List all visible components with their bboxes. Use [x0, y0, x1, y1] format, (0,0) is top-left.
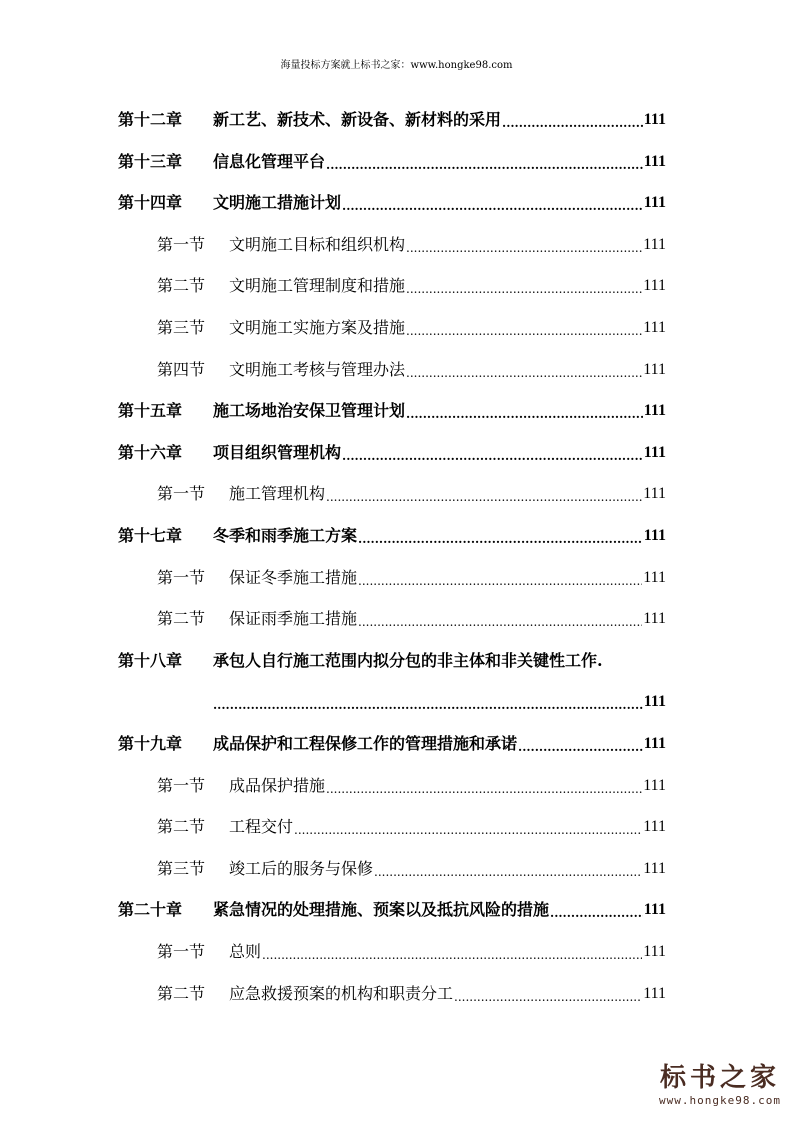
brand-logo [650, 1062, 790, 1120]
toc-leader-dots [358, 526, 643, 546]
toc-leader-dots [406, 235, 642, 255]
toc-title: 文明施工管理制度和措施 [229, 276, 406, 295]
toc-leader-dots [502, 110, 643, 130]
toc-title: 竣工后的服务与保修 [229, 859, 374, 878]
toc-page-number: 111 [643, 485, 666, 502]
toc-leader-dots [518, 734, 643, 754]
toc-title: 工程交付 [229, 817, 294, 836]
toc-row [118, 395, 666, 421]
toc-page-number: 111 [643, 735, 666, 752]
toc-leader-dots [358, 609, 642, 629]
toc-leader-dots [342, 443, 643, 463]
toc-number: 第十四章 [118, 193, 183, 212]
toc-leader-dots [213, 692, 644, 712]
toc-number: 第二节 [157, 276, 206, 295]
toc-page-number: 111 [643, 236, 666, 253]
toc-leader-dots [294, 817, 642, 837]
toc-number: 第三节 [157, 859, 206, 878]
toc-page-number: 111 [643, 777, 666, 794]
toc-title: 施工管理机构 [229, 484, 326, 503]
toc-title: 紧急情况的处理措施、预案以及抵抗风险的措施 [213, 900, 550, 919]
toc-page-number: 111 [643, 402, 666, 419]
toc-leader-dots [326, 776, 642, 796]
toc-title: 保证雨季施工措施 [229, 609, 358, 628]
toc-page-number: 111 [643, 818, 666, 835]
toc-leader-dots [550, 900, 643, 920]
toc-leader-dots [406, 318, 642, 338]
toc-row [157, 270, 666, 296]
toc-page-number: 111 [643, 527, 666, 544]
toc-row [157, 811, 666, 837]
toc-page-number: 111 [643, 610, 666, 627]
logo-brand-text: 标书之家 [659, 1063, 780, 1093]
toc-row [157, 229, 666, 255]
toc-title: 成品保护和工程保修工作的管理措施和承诺 [213, 734, 518, 753]
toc-page-number: 111 [643, 985, 666, 1002]
toc-page-number: 111 [643, 361, 666, 378]
toc-leader-dots [374, 859, 642, 879]
toc-page-number: 111 [643, 901, 666, 918]
toc-leader-dots [406, 401, 643, 421]
toc-title: 新工艺、新技术、新设备、新材料的采用 [213, 110, 502, 129]
toc-title: 冬季和雨季施工方案 [213, 526, 358, 545]
toc-leader-dots [342, 193, 643, 213]
toc-row [157, 562, 666, 588]
toc-page-number: 111 [643, 319, 666, 336]
toc-leader-dots [406, 276, 642, 296]
toc-row [118, 187, 666, 213]
toc-row [157, 853, 666, 879]
toc-number: 第十八章 [118, 651, 183, 670]
toc-row [118, 104, 666, 130]
toc-number: 第一节 [157, 484, 206, 503]
toc-title: 文明施工目标和组织机构 [229, 235, 406, 254]
toc-page-number: 111 [643, 111, 666, 128]
toc-page-number: 111 [643, 277, 666, 294]
toc-title: 成品保护措施 [229, 776, 326, 795]
toc-title: 项目组织管理机构 [213, 443, 342, 462]
toc-number: 第十六章 [118, 443, 183, 462]
toc-row [118, 645, 666, 671]
toc-number: 第四节 [157, 360, 206, 379]
toc-page-number: 111 [643, 860, 666, 877]
toc-row [157, 354, 666, 380]
toc-number: 第十九章 [118, 734, 183, 753]
toc-number: 第一节 [157, 568, 206, 587]
toc-page-number: 111 [643, 569, 666, 586]
toc-number: 第二十章 [118, 900, 183, 919]
toc-number: 第十七章 [118, 526, 183, 545]
toc-row [157, 603, 666, 629]
toc-page-number: 111 [643, 153, 666, 170]
toc-row [157, 978, 666, 1004]
toc-title: 文明施工实施方案及措施 [229, 318, 406, 337]
toc-number: 第二节 [157, 817, 206, 836]
toc-leader-dots [262, 942, 642, 962]
toc-number: 第十五章 [118, 401, 183, 420]
toc-row [157, 478, 666, 504]
toc-title: 信息化管理平台 [213, 152, 326, 171]
toc-row [118, 894, 666, 920]
toc-page-number: 111 [643, 693, 666, 710]
toc-number: 第十三章 [118, 152, 183, 171]
toc-page-number: 111 [643, 194, 666, 211]
toc-number: 第二节 [157, 984, 206, 1003]
toc-title: 文明施工考核与管理办法 [229, 360, 406, 379]
toc-title: 应急救援预案的机构和职责分工 [229, 984, 454, 1003]
toc-number: 第一节 [157, 776, 206, 795]
page-header: 海量投标方案就上标书之家：www.hongke98.com [280, 60, 513, 71]
toc-row [157, 770, 666, 796]
toc-leader-dots [326, 152, 643, 172]
toc-leader-dots [326, 484, 642, 504]
toc-row [118, 728, 666, 754]
logo-url-text: www.hongke98.com [659, 1094, 781, 1107]
toc-row [118, 520, 666, 546]
toc-row [157, 936, 666, 962]
toc-row [118, 146, 666, 172]
toc-row-continuation [213, 686, 666, 712]
toc-title: 文明施工措施计划 [213, 193, 342, 212]
toc-row [118, 437, 666, 463]
toc-title: 总则 [229, 942, 262, 961]
toc-title: 施工场地治安保卫管理计划 [213, 401, 406, 420]
toc-number: 第一节 [157, 942, 206, 961]
toc-page-number: 111 [643, 444, 666, 461]
toc-title: 保证冬季施工措施 [229, 568, 358, 587]
toc-leader-dots [406, 360, 642, 380]
toc-number: 第十二章 [118, 110, 183, 129]
toc-row [157, 312, 666, 338]
toc-title: 承包人自行施工范围内拟分包的非主体和非关键性工作. [213, 651, 603, 670]
toc-number: 第三节 [157, 318, 206, 337]
toc-leader-dots [454, 984, 642, 1004]
toc-number: 第二节 [157, 609, 206, 628]
toc-number: 第一节 [157, 235, 206, 254]
toc-leader-dots [358, 568, 642, 588]
toc-page-number: 111 [643, 943, 666, 960]
